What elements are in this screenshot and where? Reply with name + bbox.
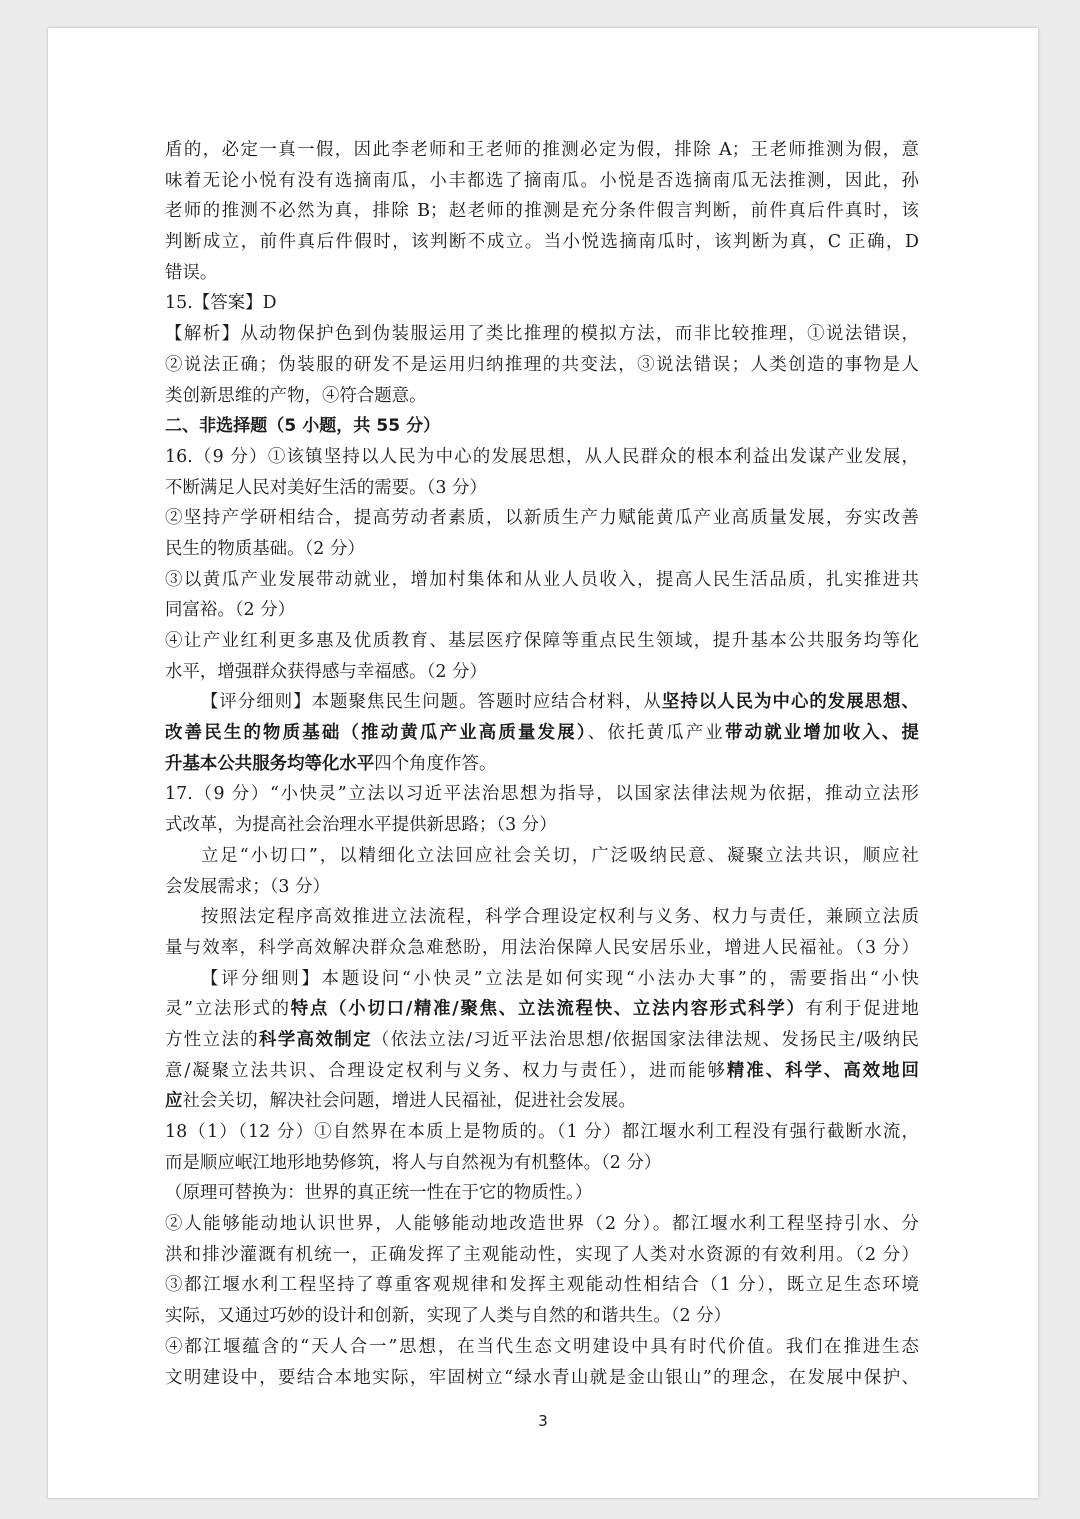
text-line: 式改革，为提高社会治理水平提供新思路；（3 分）	[165, 815, 557, 836]
text-line: 不断满足人民对美好生活的需要。（3 分）	[165, 477, 487, 498]
bold-text-span: 带动就业增加收入、提	[725, 723, 919, 744]
text-line: 量与效率，科学高效解决群众急难愁盼，用法治保障人民安居乐业，增进人民福祉。（3 分）	[165, 937, 919, 958]
bold-text-span: 推动黄瓜产业高质量发展）	[361, 723, 588, 744]
text-line	[165, 994, 919, 1025]
text-line: 18（1）（12 分）①自然界在本质上是物质的。（1 分）都江堰水利工程没有强行截断水流，	[165, 1122, 919, 1142]
text-line: 老师的推测不必然为真，排除 B；赵老师的推测是充分条件假言判断，前件真后件真时，该	[165, 201, 919, 222]
text-span: 、依托黄瓜产业	[587, 723, 726, 744]
text-line: ②坚持产学研相结合，提高劳动者素质，以新质生产力赋能黄瓜产业高质量发展，夯实改善	[165, 508, 919, 529]
bold-text-span: 坚持以人民为中心的发展思想、	[661, 692, 919, 713]
bold-text-span: 改善民生的物质基础（	[165, 723, 362, 744]
text-span: 意/凝聚立法共识、合理设定权利与义务、权力与责任），进而能够	[165, 1060, 727, 1081]
text-line	[165, 1056, 919, 1087]
text-line: 15.【答案】D	[165, 293, 277, 314]
text-line: 按照法定程序高效推进立法流程，科学合理设定权利与义务、权力与责任，兼顾立法质	[201, 907, 919, 928]
text-span: 【评分细则】本题聚焦民生问题。答题时应结合材料，从	[201, 692, 662, 713]
text-span: 四个角度作答。	[374, 753, 497, 774]
text-span: 灵”立法形式的	[165, 999, 291, 1020]
text-line: 【解析】从动物保护色到伪装服运用了类比推理的模拟方法，而非比较推理，①说法错误，	[165, 324, 919, 345]
text-line: 立足“小切口”，以精细化立法回应社会关切，广泛吸纳民意、凝聚立法共识，顺应社	[201, 845, 919, 866]
text-line: 错误。	[165, 262, 218, 283]
text-span: 方性立法的	[165, 1029, 260, 1050]
text-line: 实际，又通过巧妙的设计和创新，实现了人类与自然的和谐共生。（2 分）	[165, 1306, 732, 1327]
text-line: 类创新思维的产物，④符合题意。	[165, 385, 427, 406]
text-line: 而是顺应岷江地形地势修筑，将人与自然视为有机整体。（2 分）	[165, 1152, 662, 1173]
text-line: 盾的，必定一真一假，因此李老师和王老师的推测必定为假，排除 A；王老师推测为假，意	[165, 140, 920, 160]
text-span: 【评分细则】本题设问“小快灵”立法是如何实现“小法办大事”的，需要指出“小快	[201, 968, 919, 989]
text-span: 社会关切，解决社会问题，增进人民福祉，促进社会发展。	[182, 1091, 636, 1112]
text-line: ④让产业红利更多惠及优质教育、基层医疗保障等重点民生领域，提升基本公共服务均等化	[165, 631, 919, 651]
page-number: 3	[538, 1412, 548, 1430]
text-line	[165, 687, 919, 718]
text-line: 判断成立，前件真后件假时，该判断不成立。当小悦选摘南瓜时，该判断为真，C 正确，D	[165, 232, 919, 253]
text-line: ③以黄瓜产业发展带动就业，增加村集体和从业人员收入，提高人民生活品质，扎实推进共	[165, 569, 919, 590]
text-line: 会发展需求；（3 分）	[165, 876, 330, 897]
text-line: 文明建设中，要结合本地实际，牢固树立“绿水青山就是金山银山”的理念，在发展中保护、	[165, 1367, 919, 1388]
text-line: ②人能够能动地认识世界，人能够能动地改造世界（2 分）。都江堰水利工程坚持引水、分	[165, 1214, 919, 1235]
text-span: 有利于促进地	[805, 999, 919, 1020]
text-line: 民生的物质基础。（2 分）	[165, 538, 365, 559]
text-line	[165, 749, 919, 780]
section-heading: 二、非选择题（5 小题，共 55 分）	[165, 416, 441, 437]
document-page	[48, 28, 1038, 1498]
text-line: ③都江堰水利工程坚持了尊重客观规律和发挥主观能动性相结合（1 分），既立足生态环境	[165, 1275, 919, 1296]
bold-text-span: 精准、科学、高效地回	[726, 1060, 919, 1081]
text-line	[165, 1086, 919, 1117]
text-line: ②说法正确；伪装服的研发不是运用归纳推理的共变法，③说法错误；人类创造的事物是人	[165, 354, 919, 375]
bold-text-span: 特点（小切口/精准/聚焦、立法流程快、立法内容形式科学）	[290, 999, 806, 1020]
text-line: 水平，增强群众获得感与幸福感。（2 分）	[165, 661, 487, 682]
text-line: ④都江堰蕴含的“天人合一”思想，在当代生态文明建设中具有时代价值。我们在推进生态	[165, 1336, 919, 1357]
text-line: 洪和排沙灌溉有机统一，正确发挥了主观能动性，实现了人类对水资源的有效利用。（2 分）	[165, 1244, 919, 1265]
bold-text-span: 科学高效制定	[259, 1029, 372, 1050]
text-line: 16.（9 分）①该镇坚持以人民为中心的发展思想，从人民群众的根本利益出发谋产业发展，	[165, 446, 919, 467]
text-line	[165, 1025, 919, 1056]
text-line: （原理可替换为：世界的真正统一性在于它的物质性。）	[165, 1183, 593, 1204]
text-line: 味着无论小悦有没有选摘南瓜，小丰都选了摘南瓜。小悦是否选摘南瓜无法推测，因此，孙	[165, 170, 919, 191]
page-body-text	[165, 135, 919, 1393]
bold-text-span: 升基本公共服务均等化水平	[165, 753, 375, 774]
text-line: 17.（9 分）“小快灵”立法以习近平法治思想为指导，以国家法律法规为依据，推动立法形	[165, 784, 919, 805]
text-line: 同富裕。（2 分）	[165, 600, 296, 621]
text-span: （依法立法/习近平法治思想/依据国家法律法规、发扬民主/吸纳民	[371, 1029, 919, 1050]
text-line	[165, 718, 919, 749]
bold-text-span: 应	[165, 1091, 183, 1112]
text-line	[165, 964, 919, 995]
